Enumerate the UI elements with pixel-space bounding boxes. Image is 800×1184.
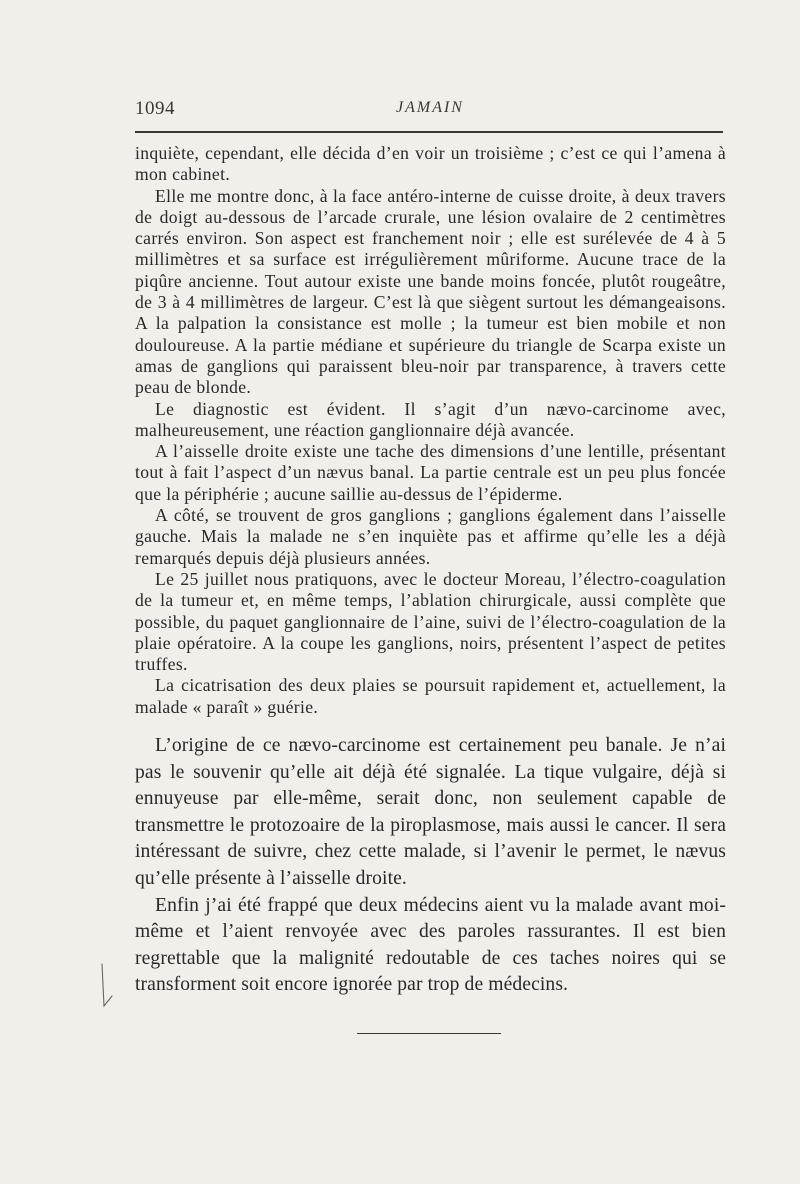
- running-title: JAMAIN: [396, 99, 464, 116]
- header-rule: [135, 131, 723, 133]
- paragraph-treatment: Le 25 juillet nous pratiquons, avec le docteur Moreau, l’électro-coagulation de la tumeur et, en même temps, l’ablation chirurgicale, aussi complète que possible, du paquet ganglionnaire de l’aine, suivi de l’électro-coagulation de la plaie opératoire. A la coupe les ganglions, noirs, présentent l’aspect de petites truffes.: [135, 568, 726, 675]
- running-head: [135, 98, 725, 122]
- page-number: 1094: [135, 98, 175, 119]
- discussion-text: [135, 733, 726, 999]
- end-rule: [357, 1033, 501, 1034]
- paragraph-continuation: inquiète, cependant, elle décida d’en voir un troisième ; c’est ce qui l’amena à mon cabinet.: [135, 143, 726, 185]
- paragraph-diagnosis: Le diagnostic est évident. Il s’agit d’un nævo-carcinome avec, malheureusement, une réaction ganglionnaire déjà avancée.: [135, 398, 726, 440]
- paragraph-conclusion: Enfin j’ai été frappé que deux médecins aient vu la malade avant moi-même et l’aient renvoyée avec des paroles rassurantes. Il est bien regrettable que la malignité redoutable de ces taches noires qui se transforment soit encore ignorée par trop de médecins.: [135, 894, 726, 996]
- paragraph-lesion-description: Elle me montre donc, à la face antéro-interne de cuisse droite, à deux travers de doigt au-dessous de l’arcade crurale, une lésion ovalaire de 2 centimètres carrés environ. Son aspect est franchement noir ; elle est surélevée de 4 à 5 millimètres et sa surface est irrégulièrement mûriforme. Aucune trace de la piqûre ancienne. Tout autour existe une bande moins foncée, plutôt rougeâtre, de 3 à 4 millimètres de largeur. C’est là que siègent surtout les démangeaisons. A la palpation la consistance est molle ; la tumeur est bien mobile et non douloureuse. A la partie médiane et supérieure du triangle de Scarpa existe un amas de ganglions qui paraissent bleu-noir par transparence, à travers cette peau de blonde.: [135, 185, 726, 398]
- case-report-text: [135, 143, 726, 718]
- paragraph-healing: La cicatrisation des deux plaies se poursuit rapidement et, actuellement, la malade « paraît » guérie.: [135, 675, 726, 717]
- paragraph-ganglions: A côté, se trouvent de gros ganglions ; ganglions également dans l’aisselle gauche. Mais la malade ne s’en inquiète pas et affirme qu’elle les a déjà remarqués depuis déjà plusieurs années.: [135, 505, 726, 568]
- paragraph-origin: L’origine de ce nævo-carcinome est certainement peu banale. Je n’ai pas le souvenir qu’elle ait déjà été signalée. La tique vulgaire, déjà si ennuyeuse par elle-même, serait donc, non seulement capable de transmettre le protozoaire de la piroplasmose, mais aussi le cancer. Il sera intéressant de suivre, chez cette malade, si l’avenir le permet, le nævus qu’elle présente à l’aisselle droite.: [135, 735, 726, 889]
- pencil-margin-mark: [98, 962, 118, 1022]
- paragraph-right-armpit: A l’aisselle droite existe une tache des dimensions d’une lentille, présentant tout à fait l’aspect d’un nævus banal. La partie centrale est un peu plus foncée que la périphérie ; aucune saillie au-dessus de l’épiderme.: [135, 441, 726, 504]
